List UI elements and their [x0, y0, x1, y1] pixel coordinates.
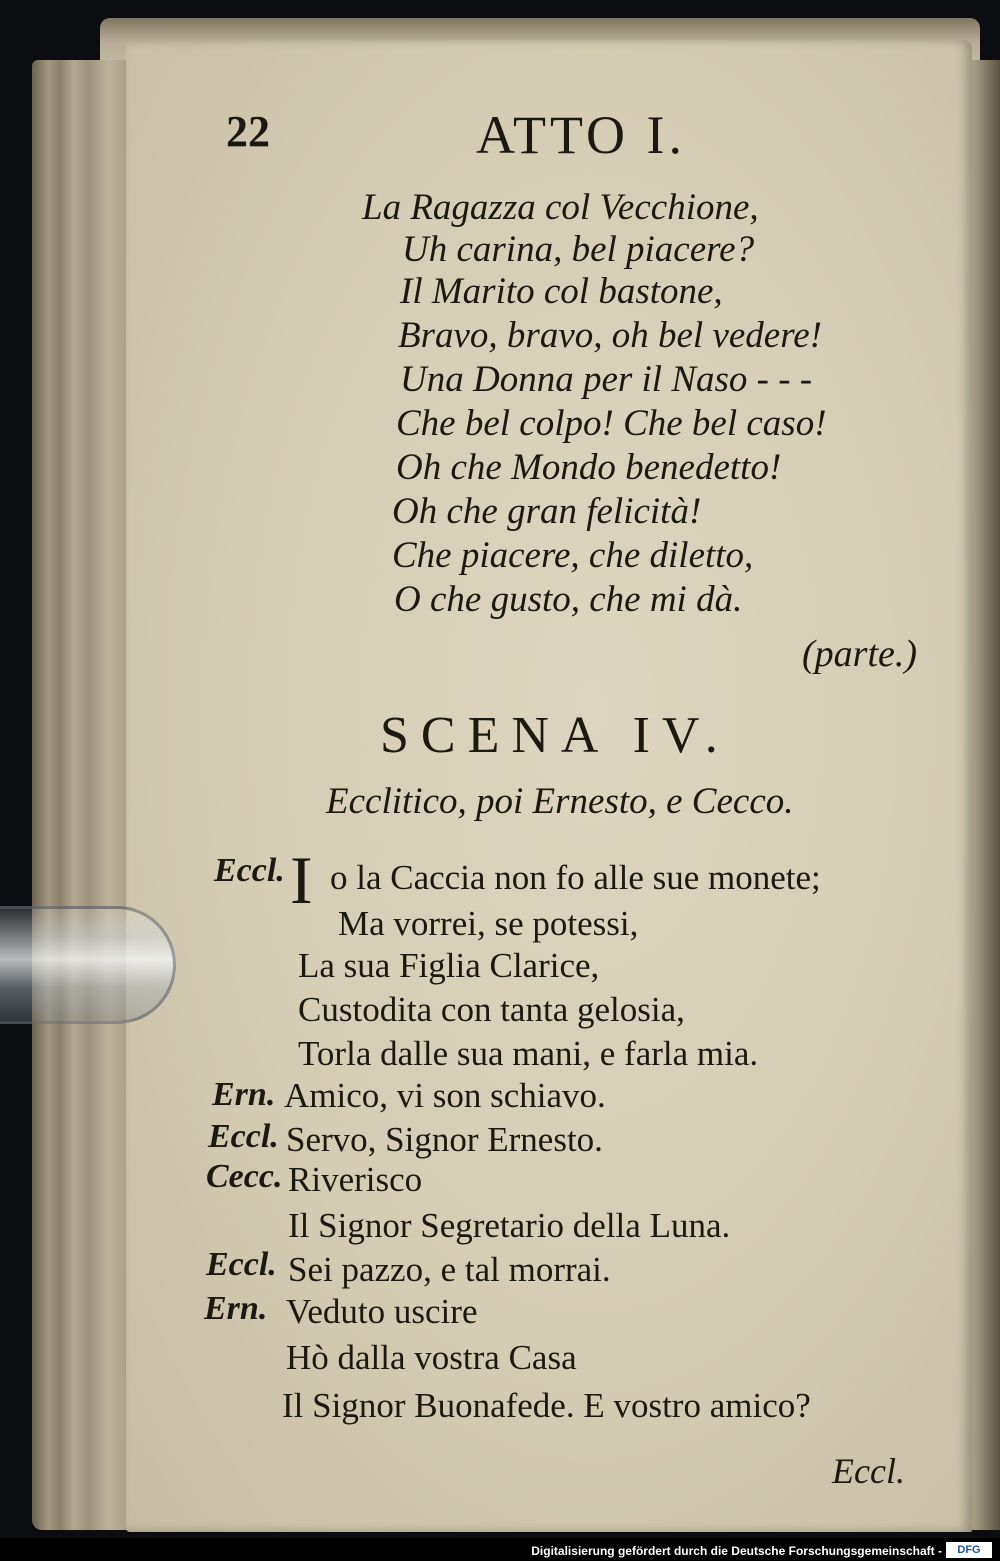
dialogue-line: Riverisco: [288, 1160, 423, 1199]
dialogue-line: Il Signor Segretario della Luna.: [288, 1206, 731, 1245]
dialogue-line: Torla dalle sua mani, e farla mia.: [298, 1034, 759, 1073]
speaker-label: Ern.: [204, 1290, 268, 1327]
verse-line: Che piacere, che diletto,: [392, 535, 754, 576]
verse-line: O che gusto, che mi dà.: [394, 579, 743, 620]
verse-line: Che bel colpo! Che bel caso!: [396, 403, 827, 444]
dialogue-line: Hò dalla vostra Casa: [286, 1338, 577, 1377]
verse-line: Oh che gran felicità!: [392, 491, 702, 532]
dialogue-line: Custodita con tanta gelosia,: [298, 990, 685, 1029]
dialogue-line: Veduto uscire: [286, 1292, 478, 1331]
digitization-credit: Digitalisierung gefördert durch die Deutsche Forschungsgemeinschaft -: [531, 1544, 942, 1558]
dialogue-line: La sua Figlia Clarice,: [298, 946, 600, 985]
dialogue-line: Amico, vi son schiavo.: [284, 1076, 606, 1115]
verse-line: Il Marito col bastone,: [400, 271, 723, 312]
drop-cap: I: [290, 842, 313, 918]
verse-line: La Ragazza col Vecchione,: [362, 187, 759, 228]
dialogue-line: Sei pazzo, e tal morrai.: [288, 1250, 611, 1289]
scene-title: SCENA IV.: [380, 707, 730, 764]
dialogue-line: Ma vorrei, se potessi,: [338, 904, 639, 943]
speaker-label: Eccl.: [208, 1118, 279, 1155]
dialogue-line: o la Caccia non fo alle sue monete;: [330, 858, 821, 897]
speaker-label: Cecc.: [206, 1158, 283, 1195]
speaker-label: Eccl.: [206, 1246, 277, 1283]
verse-line: Uh carina, bel piacere?: [402, 229, 755, 270]
stage-direction: (parte.): [802, 633, 918, 675]
verse-line: Oh che Mondo benedetto!: [396, 447, 782, 488]
dfg-logo: DFG: [946, 1542, 992, 1558]
verse-line: Bravo, bravo, oh bel vedere!: [398, 315, 822, 356]
verse-line: Una Donna per il Naso - - -: [400, 359, 813, 400]
scene-characters: Ecclitico, poi Ernesto, e Cecco.: [326, 781, 794, 822]
running-head: ATTO I.: [476, 105, 686, 165]
speaker-label: Ern.: [212, 1076, 276, 1113]
speaker-label: Eccl.: [214, 852, 285, 889]
page-number: 22: [226, 107, 270, 156]
dialogue-line: Servo, Signor Ernesto.: [286, 1120, 603, 1159]
dialogue-line: Il Signor Buonafede. E vostro amico?: [282, 1386, 811, 1425]
glass-page-clip: [0, 906, 176, 1024]
catchword: Eccl.: [832, 1451, 905, 1491]
